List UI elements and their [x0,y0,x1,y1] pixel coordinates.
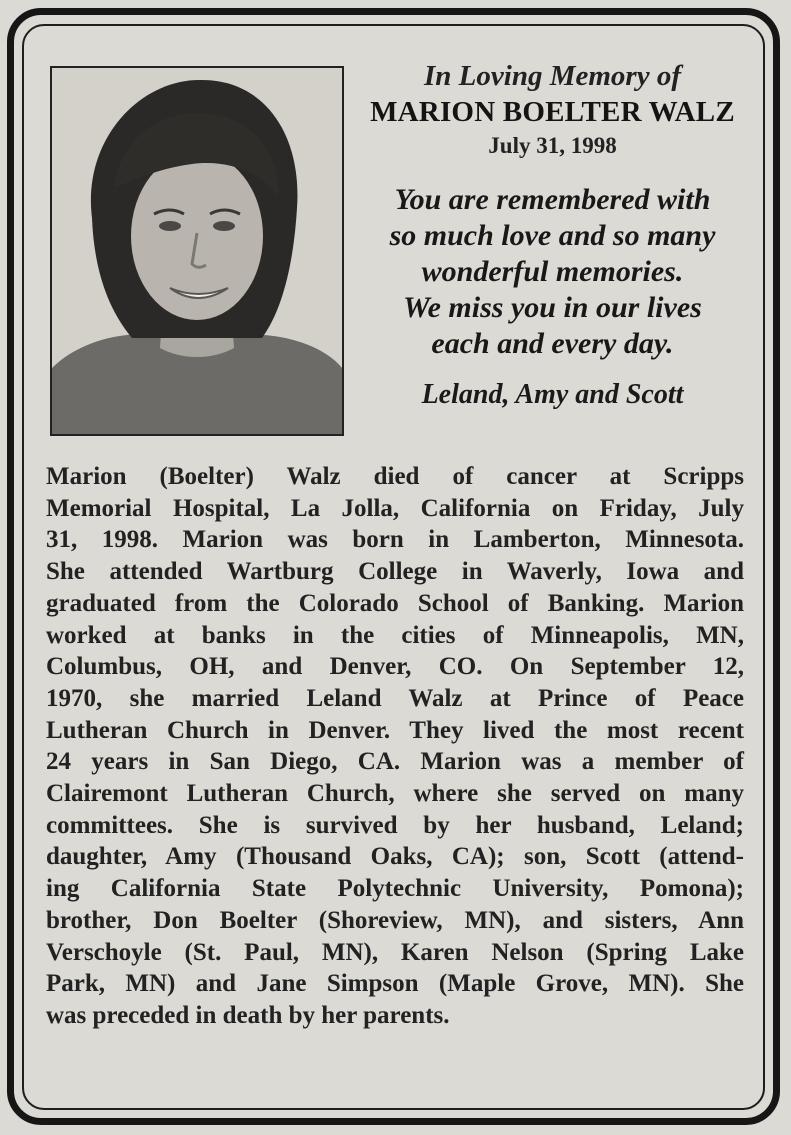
tribute-message [350,182,755,362]
obituary-line: Park, MN) and Jane Simpson (Maple Grove, MN). She [46,970,744,998]
obituary-line: Clairemont Lutheran Church, where she served on many [46,780,744,808]
obituary-line: Memorial Hospital, La Jolla, California on Friday, July [46,494,744,522]
memorial-header [350,58,755,412]
obituary-line: Verschoyle (St. Paul, MN), Karen Nelson (Spring Lake [46,938,744,966]
obituary-line: graduated from the Colorado School of Banking. Marion [46,589,744,617]
obituary-line: Marion (Boelter) Walz died of cancer at Scripps [46,463,744,490]
obituary-line: 24 years in San Diego, CA. Marion was a member of [46,748,744,776]
obituary-line: ing California State Polytechnic University, Pomona); [46,875,744,903]
obituary-line: 31, 1998. Marion was born in Lamberton, Minnesota. [46,526,744,554]
obituary-line: was preceded in death by her parents. [46,1001,450,1029]
deceased-name: MARION BOELTER WALZ [370,96,735,128]
obituary-line: She attended Wartburg College in Waverly, Iowa and [46,558,744,586]
obituary-line: committees. She is survived by her husband, Leland; [46,811,744,839]
tribute-line: each and every day. [431,327,674,360]
family-signature: Leland, Amy and Scott [421,379,684,410]
obituary-line: daughter, Amy (Thousand Oaks, CA); son, Scott (attend- [46,843,744,871]
tribute-line: wonderful memories. [421,255,684,288]
obituary-line: 1970, she married Leland Walz at Prince of Peace [46,684,744,712]
tribute-line: We miss you in our lives [403,291,702,324]
obituary-line: Columbus, OH, and Denver, CO. On September 12, [46,653,744,681]
portrait-photo [50,66,344,436]
tribute-line: so much love and so many [389,219,716,252]
memorial-heading: In Loving Memory of [424,60,681,92]
death-date: July 31, 1998 [488,133,617,158]
obituary-line: Lutheran Church in Denver. They lived the most recent [46,716,744,744]
obituary-text [46,461,744,1032]
obituary-line: brother, Don Boelter (Shoreview, MN), and sisters, Ann [46,906,744,934]
tribute-line: You are remembered with [394,183,711,216]
obituary-line: worked at banks in the cities of Minneapolis, MN, [46,621,744,649]
